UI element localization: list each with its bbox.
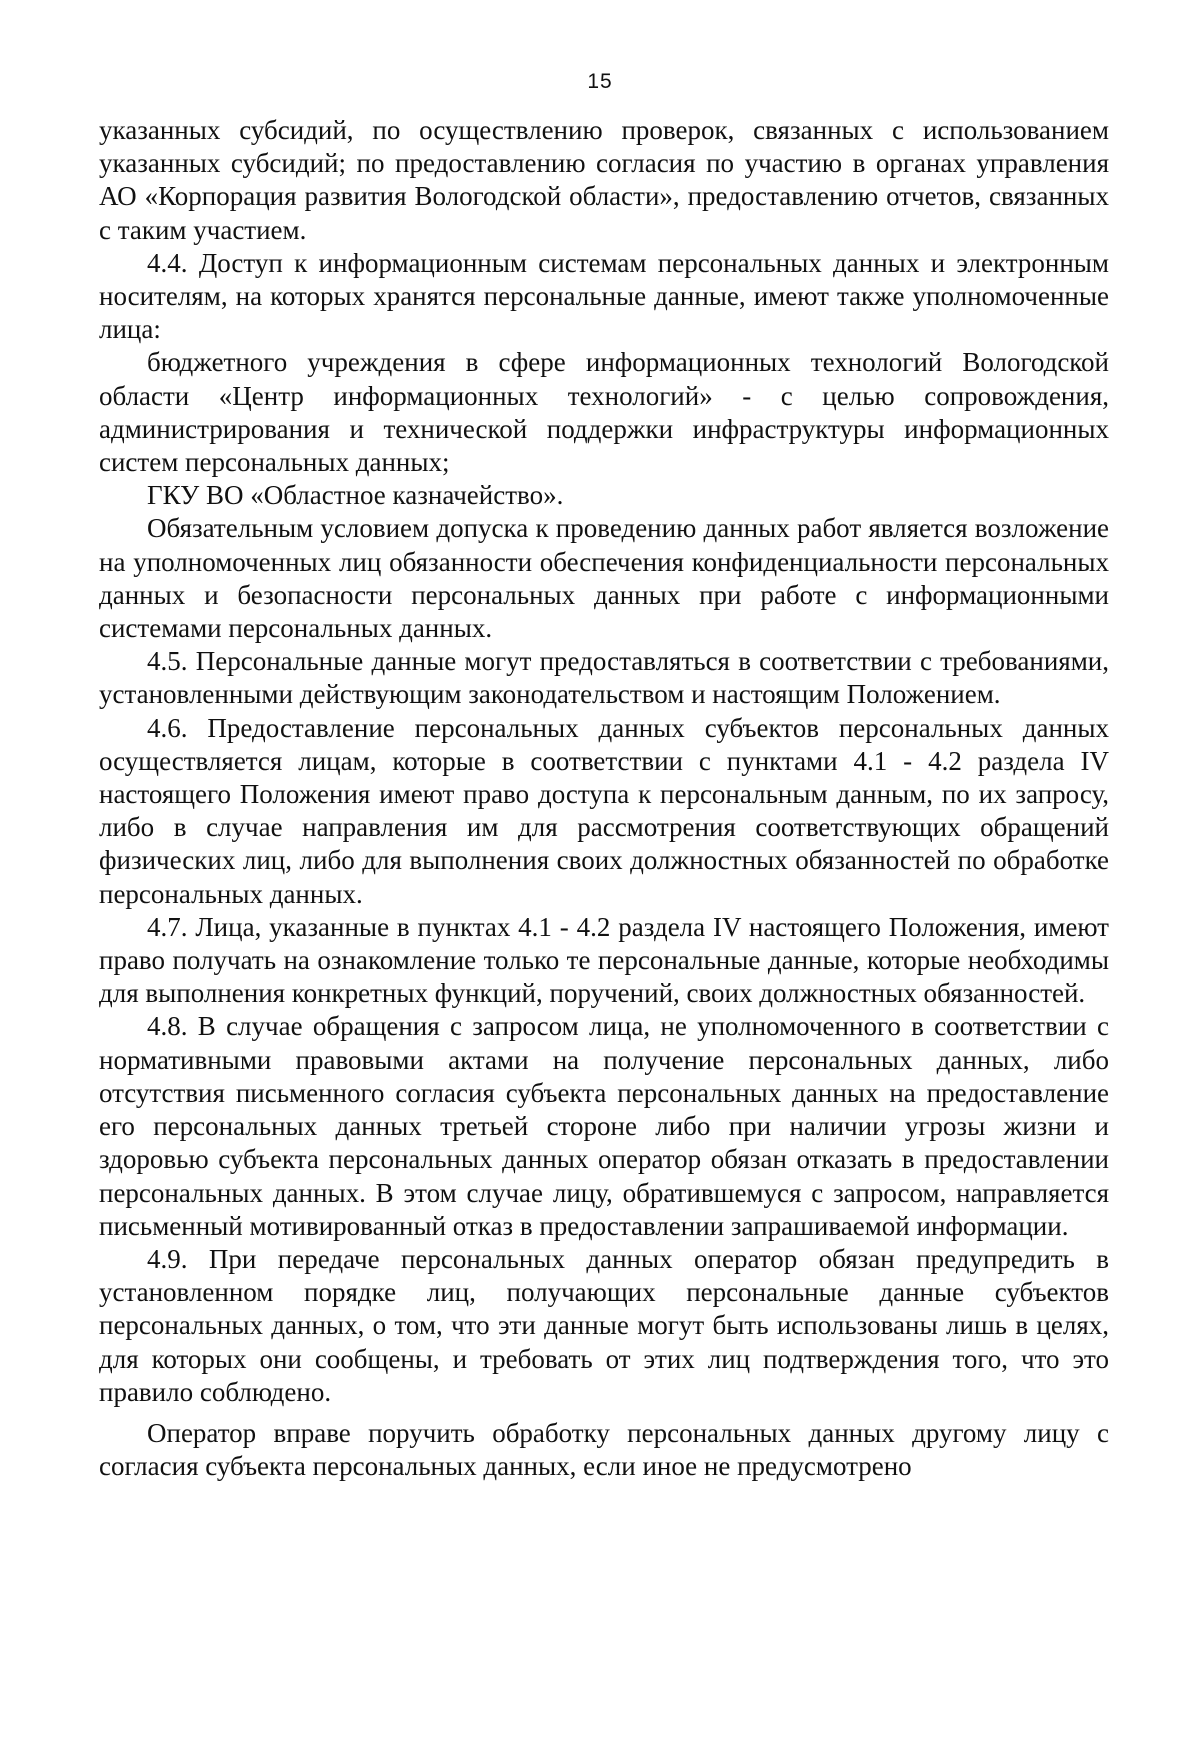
paragraph-4-6: 4.6. Предоставление персональных данных субъектов персональных данных осуществляется лицам, которые в соответствии с пунктами 4.1 - 4.2 раздела IV настоящего Положения имеют право доступа к персональным данным, по их запросу, либо в случае направления им для рассмотрения соответствующих обращений физических лиц, либо для выполнения своих должностных обязанностей по обработке персональных данных. — [99, 712, 1109, 909]
paragraph-4-8: 4.8. В случае обращения с запросом лица, не уполномоченного в соответствии с нормативными правовыми актами на получение персональных данных, либо отсутствия письменного согласия субъекта персональных данных на предоставление его персональных данных третьей стороне либо при наличии угрозы жизни и здоровью субъекта персональных данных оператор обязан отказать в предоставлении персональных данных. В этом случае лицу, обратившемуся с запросом, направляется письменный мотивированный отказ в предоставлении запрашиваемой информации. — [99, 1011, 1109, 1241]
paragraph-operator-delegation: Оператор вправе поручить обработку персональных данных другому лицу с согласия субъекта персональных данных, если иное не предусмотрено — [99, 1417, 1109, 1482]
paragraph-authorized-institution: бюджетного учреждения в сфере информационных технологий Вологодской области «Центр информационных технологий» - с целью сопровождения, администрирования и технической поддержки инфраструктуры информационных систем персональных данных; — [99, 347, 1109, 478]
paragraph-continuation: указанных субсидий, по осуществлению проверок, связанных с использованием указанных субсидий; по предоставлению согласия по участию в органах управления АО «Корпорация развития Вологодской области», предоставлению отчетов, связанных с таким участием. — [99, 115, 1109, 245]
paragraph-4-4: 4.4. Доступ к информационным системам персональных данных и электронным носителям, на которых хранятся персональные данные, имеют также уполномоченные лица: — [99, 247, 1109, 345]
paragraph-mandatory-condition: Обязательным условием допуска к проведению данных работ является возложение на уполномоченных лиц обязанности обеспечения конфиденциальности персональных данных и безопасности персональных данных при работе с информационными системами персональных данных. — [99, 513, 1109, 644]
paragraph-4-9: 4.9. При передаче персональных данных оператор обязан предупредить в установленном порядке лиц, получающих персональные данные субъектов персональных данных, о том, что эти данные могут быть использованы лишь в целях, для которых они сообщены, и требовать от этих лиц подтверждения того, что это правило соблюдено. — [99, 1243, 1109, 1407]
paragraph-treasury: ГКУ ВО «Областное казначейство». — [147, 480, 564, 511]
paragraph-4-5: 4.5. Персональные данные могут предоставляться в соответствии с требованиями, установленными действующим законодательством и настоящим Положением. — [99, 646, 1109, 710]
paragraph-4-7: 4.7. Лица, указанные в пунктах 4.1 - 4.2 раздела IV настоящего Положения, имеют право получать на ознакомление только те персональные данные, которые необходимы для выполнения конкретных функций, поручений, своих должностных обязанностей. — [99, 911, 1109, 1009]
document-body — [99, 114, 1109, 1483]
page-number: 15 — [587, 70, 613, 93]
